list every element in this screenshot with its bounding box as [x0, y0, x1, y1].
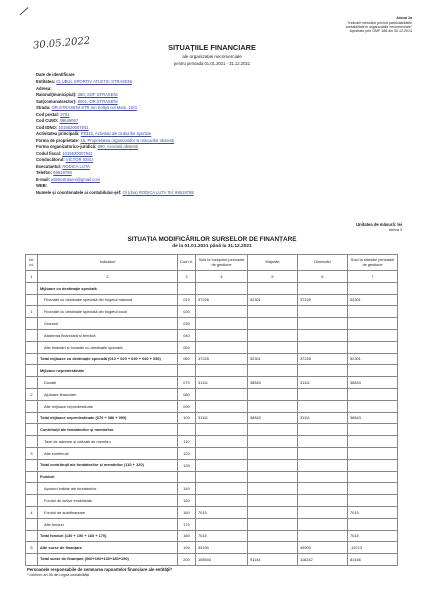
indicator-cell: Total fonduri (140 + 150 + 160 + 170) — [38, 530, 178, 542]
indicator-cell: Mijloace cu destinaţie specială — [38, 282, 178, 294]
code-cell: 180 — [178, 530, 196, 542]
row-number-cell — [26, 377, 38, 389]
id-row-raion — [36, 92, 118, 97]
id-row-fiscal-code — [36, 151, 93, 156]
value-cell — [298, 400, 348, 412]
value-cell — [248, 329, 298, 341]
indicator-cell: Finanțări cu destinație specială din bugetul local — [38, 306, 178, 318]
id-value: CLUBUL SPORTIV ATLETIC STRASENI — [56, 79, 133, 84]
annex-line-1: "Indicatii metodice privind particularitatile — [347, 21, 412, 25]
id-label: E-mail: — [36, 176, 50, 182]
row-number-cell — [26, 282, 38, 294]
value-cell — [348, 341, 398, 353]
annex-title: Anexa 1a — [396, 16, 412, 20]
row-number-cell — [26, 530, 38, 542]
indicator-cell: Alte surse de finanțare — [38, 542, 178, 554]
code-cell: 080 — [178, 388, 196, 400]
code-cell: 110 — [178, 436, 196, 448]
table-row — [26, 365, 398, 377]
id-value: P9312, Activitati ale cluburilor sportive — [80, 131, 152, 136]
id-value: OR.STRASENI STR.Ion Soltys cel Mare, 10/3 — [51, 105, 137, 110]
code-cell — [178, 365, 196, 377]
value-cell — [196, 424, 248, 436]
id-value: RODICA LUTA — [62, 163, 90, 169]
value-cell — [248, 530, 298, 542]
value-cell — [248, 388, 298, 400]
value-cell — [348, 306, 398, 318]
handwritten-stroke: / — [19, 3, 29, 19]
number-cell: 4 — [196, 271, 248, 283]
indicator-cell: Mijloace nepredestinate — [38, 365, 178, 377]
value-cell — [248, 306, 298, 318]
value-cell — [248, 424, 298, 436]
value-cell — [248, 542, 298, 554]
table-row — [26, 506, 398, 518]
table-row — [26, 306, 398, 318]
value-cell: 33190 — [196, 542, 248, 554]
table-row — [26, 388, 398, 400]
table-row — [26, 483, 398, 495]
table-row — [26, 377, 398, 389]
indicator-cell: Asistența financiară și tehnică — [38, 329, 178, 341]
id-row-address — [36, 86, 52, 91]
code-cell: 030 — [178, 318, 196, 330]
table-row — [26, 436, 398, 448]
table-row — [26, 341, 398, 353]
value-cell — [196, 447, 248, 459]
value-cell: 108544 — [196, 554, 248, 566]
value-cell — [248, 483, 298, 495]
value-cell — [196, 471, 248, 483]
code-cell: 160 — [178, 506, 196, 518]
table-row — [26, 353, 398, 365]
id-value: Ol (dna) RODICA LUTA Tel: 69519768 — [122, 190, 194, 195]
value-cell — [348, 318, 398, 330]
id-label: Codul fiscal: — [36, 150, 62, 156]
financing-sources-table — [25, 254, 398, 566]
value-cell: 31111 — [196, 412, 248, 424]
value-cell — [248, 318, 298, 330]
row-number-cell — [26, 424, 38, 436]
id-value: 69519768 — [53, 170, 72, 175]
value-cell — [298, 471, 348, 483]
code-cell: 070 — [178, 377, 196, 389]
id-label: Activitatea principală: — [36, 131, 80, 136]
id-row-accountant — [36, 190, 194, 195]
id-label: Adresa: — [36, 85, 52, 91]
value-cell — [298, 282, 348, 294]
id-value: VICTOR IOSU — [65, 157, 93, 162]
id-row-ownership — [36, 138, 174, 143]
value-cell: 38843 — [348, 412, 398, 424]
value-cell — [248, 471, 298, 483]
value-cell: 49903 — [298, 542, 348, 554]
indicator-cell: Fondul de active imobilizate — [38, 495, 178, 507]
id-row-idno — [36, 125, 89, 130]
row-number-cell — [26, 294, 38, 306]
value-cell — [196, 400, 248, 412]
value-cell — [196, 282, 248, 294]
indicator-cell: Total mijloace cu destinaţie specială (010 + 020 + 030 + 040 + 050) — [38, 353, 178, 365]
value-cell — [196, 341, 248, 353]
annex-number: Anexa 3 — [388, 228, 402, 232]
value-cell: 37228 — [298, 353, 348, 365]
id-row-executant — [36, 164, 90, 169]
value-cell — [348, 388, 398, 400]
value-cell — [298, 365, 348, 377]
table-row — [26, 554, 398, 566]
value-cell — [348, 471, 398, 483]
footer-note: * conform art.36 din Legea contabilității — [27, 573, 90, 577]
id-row-email — [36, 177, 100, 182]
id-value: 1015620007941 — [62, 150, 93, 156]
row-number-cell — [26, 483, 38, 495]
id-row-sat — [36, 99, 118, 104]
value-cell — [248, 506, 298, 518]
id-value: 15, Proprietatea organizatiilor si miscarilor obstesti — [80, 137, 175, 143]
id-row-postal — [36, 112, 70, 117]
id-label: Cod IDNO: — [36, 124, 58, 130]
id-label: Forma de proprietate: — [36, 137, 80, 143]
row-number-cell: 4 — [26, 506, 38, 518]
value-cell — [196, 459, 248, 471]
row-number-cell — [26, 459, 38, 471]
value-cell — [348, 495, 398, 507]
table-row — [26, 459, 398, 471]
code-cell: 060 — [178, 353, 196, 365]
value-cell — [348, 518, 398, 530]
table-row — [26, 424, 398, 436]
value-cell: 37228 — [298, 294, 348, 306]
page-title: SITUAȚIILE FINANCIARE — [168, 43, 256, 52]
header-cell: Diminuări — [298, 255, 348, 271]
value-cell — [348, 447, 398, 459]
id-row-director — [36, 157, 93, 162]
code-cell — [178, 424, 196, 436]
value-cell — [196, 329, 248, 341]
table-row — [26, 530, 398, 542]
value-cell: 52301 — [248, 353, 298, 365]
id-row-web — [36, 183, 47, 188]
indicator-cell: Contribuţii ale fondatorilor şi membrilor — [38, 424, 178, 436]
row-number-cell — [26, 365, 38, 377]
value-cell — [348, 400, 398, 412]
id-value: 39645067 — [59, 118, 79, 123]
code-cell — [178, 282, 196, 294]
code-cell: 140 — [178, 483, 196, 495]
code-cell: 090 — [178, 400, 196, 412]
id-row-street — [36, 105, 137, 110]
table-row — [26, 495, 398, 507]
identification-heading: Date de identificare — [36, 72, 75, 77]
code-cell: 170 — [178, 518, 196, 530]
row-number-cell — [26, 329, 38, 341]
value-cell — [298, 459, 348, 471]
code-cell: 130 — [178, 459, 196, 471]
value-cell — [348, 282, 398, 294]
code-cell: 200 — [178, 554, 196, 566]
value-cell — [298, 318, 348, 330]
value-cell: 52301 — [348, 353, 398, 365]
value-cell: 7015 — [348, 506, 398, 518]
value-cell — [298, 506, 348, 518]
statement-period: de la 01.01.2021 până la 31.12.2021 — [172, 244, 252, 249]
code-cell: 100 — [178, 412, 196, 424]
value-cell: 31111 — [196, 377, 248, 389]
value-cell — [298, 436, 348, 448]
statement-title: SITUAȚIA MODIFICĂRILOR SURSELOR DE FINANȚARE — [127, 236, 297, 243]
id-label: Cod CUIIO: — [36, 118, 59, 123]
id-label: Forma organizatorico-juridică: — [36, 144, 97, 149]
value-cell — [298, 518, 348, 530]
id-label: Sat(comuna/sector): — [36, 98, 77, 104]
value-cell — [348, 459, 398, 471]
value-cell — [196, 388, 248, 400]
value-cell — [196, 483, 248, 495]
value-cell — [196, 306, 248, 318]
id-row-cuiio — [36, 118, 78, 123]
indicator-cell: Alte contribuții — [38, 447, 178, 459]
value-cell: 31111 — [298, 412, 348, 424]
value-cell: 38843 — [348, 377, 398, 389]
value-cell — [196, 518, 248, 530]
value-cell — [248, 436, 298, 448]
id-label: Entitatea: — [36, 79, 56, 84]
value-cell — [248, 365, 298, 377]
number-cell: 5 — [248, 271, 298, 283]
row-number-cell — [26, 471, 38, 483]
id-label: Executantul: — [36, 163, 62, 169]
id-label: Telefon: — [36, 170, 52, 175]
id-value: atleticstraseni@gmail.com — [51, 176, 101, 182]
number-cell: 1 — [26, 271, 38, 283]
value-cell — [298, 447, 348, 459]
value-cell: 91144 — [248, 554, 298, 566]
indicator-cell: Donații — [38, 377, 178, 389]
indicator-cell: Fonduri — [38, 471, 178, 483]
annex-line-2: contabilitatii in organizatiile necomerciale" — [345, 25, 412, 29]
table-row — [26, 400, 398, 412]
footer-signatories: Persoanele responsabile de semnarea rapoartelor financiare ale entităţii* — [27, 567, 172, 572]
id-row-activity — [36, 131, 151, 136]
code-cell: 040 — [178, 329, 196, 341]
value-cell — [298, 306, 348, 318]
indicator-cell: Ajutoare financiare — [38, 388, 178, 400]
indicator-cell: Granturi — [38, 318, 178, 330]
id-value: 1015620007941 — [58, 124, 89, 130]
id-label: Conducătorul: — [36, 157, 65, 162]
value-cell: 37228 — [196, 294, 248, 306]
table-row — [26, 329, 398, 341]
value-cell — [248, 341, 298, 353]
value-cell — [298, 495, 348, 507]
value-cell — [248, 459, 298, 471]
row-number-cell — [26, 341, 38, 353]
value-cell — [248, 447, 298, 459]
row-number-cell: 1 — [26, 306, 38, 318]
id-value: 890, Asociatii obstesti — [97, 144, 138, 149]
id-value: 380, SOF STRASENI — [77, 92, 118, 97]
value-cell — [196, 436, 248, 448]
row-number-cell: 2 — [26, 388, 38, 400]
value-cell: 37228 — [196, 353, 248, 365]
page-period: pentru perioada 01.01.2021 - 31.12.2021 — [173, 61, 251, 66]
row-number-cell — [26, 318, 38, 330]
id-row-legal-form — [36, 144, 138, 149]
value-cell — [196, 318, 248, 330]
table-row — [26, 542, 398, 554]
number-cell: 6 — [298, 271, 348, 283]
value-cell — [298, 424, 348, 436]
code-cell: 120 — [178, 447, 196, 459]
row-number-cell — [26, 353, 38, 365]
value-cell: 31111 — [298, 377, 348, 389]
indicator-cell: Taxe de aderare și cotizații de membru — [38, 436, 178, 448]
id-row-entity — [36, 79, 132, 84]
value-cell — [348, 483, 398, 495]
value-cell — [196, 495, 248, 507]
id-value: 8001, OR.STRASENI — [77, 98, 118, 104]
header-cell: Nr. rd. — [26, 255, 38, 271]
header-cell: Cod rd. — [178, 255, 196, 271]
table-row — [26, 412, 398, 424]
code-cell: 020 — [178, 306, 196, 318]
value-cell: 7015 — [196, 506, 248, 518]
table-row — [26, 318, 398, 330]
row-number-cell — [26, 400, 38, 412]
value-cell: 52301 — [348, 294, 398, 306]
row-number-cell: 3 — [26, 447, 38, 459]
id-row-phone — [36, 170, 72, 175]
table-row — [26, 471, 398, 483]
value-cell: 52301 — [248, 294, 298, 306]
indicator-cell: Alte finanțări și încasări cu destinație specială — [38, 341, 178, 353]
indicator-cell: Aporturi inițiale ale fondatorilor — [38, 483, 178, 495]
value-cell — [298, 530, 348, 542]
code-cell: 150 — [178, 495, 196, 507]
value-cell: 7015 — [348, 530, 398, 542]
value-cell — [348, 329, 398, 341]
code-cell: 190 — [178, 542, 196, 554]
header-cell: Majorări — [248, 255, 298, 271]
indicator-cell: Alte fonduri — [38, 518, 178, 530]
table-row — [26, 447, 398, 459]
value-cell: 38843 — [248, 377, 298, 389]
header-cell: Sold la sfârșitul perioadei de gestiune — [348, 255, 398, 271]
number-cell: 3 — [178, 271, 196, 283]
id-label: WEB: — [36, 183, 48, 188]
value-cell — [298, 329, 348, 341]
table-header-row — [26, 255, 398, 271]
id-label: Raionul(municipiul): — [36, 92, 77, 97]
indicator-cell: Total mijloace nepredestinate (070 + 080 + 090) — [38, 412, 178, 424]
value-cell — [298, 388, 348, 400]
code-cell — [178, 471, 196, 483]
row-number-cell — [26, 436, 38, 448]
value-cell — [248, 400, 298, 412]
indicator-cell: Alte mijloace nepredestinate — [38, 400, 178, 412]
id-label: Numele şi coordonatele ai contabilului-şef: — [36, 190, 122, 195]
table-row — [26, 294, 398, 306]
value-cell — [298, 483, 348, 495]
value-cell: 81446 — [348, 554, 398, 566]
annex-line-3: Aprobate prin OMF 188 din 30.12.2014 — [349, 29, 412, 33]
value-cell — [248, 282, 298, 294]
handwritten-date: 30.05.2022 — [32, 35, 91, 52]
table-row — [26, 282, 398, 294]
indicator-cell: Total contribuţii ale fondatorilor şi membrilor (110 + 120) — [38, 459, 178, 471]
number-cell: 7 — [348, 271, 398, 283]
table-body — [26, 255, 398, 566]
value-cell: 118242 — [298, 554, 348, 566]
indicator-cell: Total surse de finanțare (060+100+130+180+190) — [38, 554, 178, 566]
value-cell — [348, 436, 398, 448]
header-cell: Sold la începutul perioadei de gestiune — [196, 255, 248, 271]
header-cell: Indicatori — [38, 255, 178, 271]
value-cell — [248, 495, 298, 507]
table-row — [26, 518, 398, 530]
table-number-row — [26, 271, 398, 283]
code-cell: 010 — [178, 294, 196, 306]
row-number-cell — [26, 554, 38, 566]
indicator-cell: Finanțări cu destinație specială din bugetul național — [38, 294, 178, 306]
indicator-cell: Fondul de autofinanțare — [38, 506, 178, 518]
number-cell: 2 — [38, 271, 178, 283]
row-number-cell: 5 — [26, 542, 38, 554]
id-value: 3701 — [60, 111, 70, 117]
id-label: Cod postal: — [36, 111, 60, 117]
value-cell: 7015 — [196, 530, 248, 542]
row-number-cell — [26, 518, 38, 530]
value-cell — [348, 424, 398, 436]
unit-of-measure: Unitatea de măsură: lei — [356, 222, 402, 227]
page-subtitle: ale organizației necomerciale — [182, 54, 242, 59]
row-number-cell — [26, 495, 38, 507]
id-label: Strada: — [36, 105, 51, 110]
code-cell: 050 — [178, 341, 196, 353]
value-cell — [348, 365, 398, 377]
value-cell — [248, 518, 298, 530]
value-cell: 38843 — [248, 412, 298, 424]
value-cell — [298, 341, 348, 353]
value-cell: -16713 — [348, 542, 398, 554]
value-cell — [196, 365, 248, 377]
row-number-cell — [26, 412, 38, 424]
